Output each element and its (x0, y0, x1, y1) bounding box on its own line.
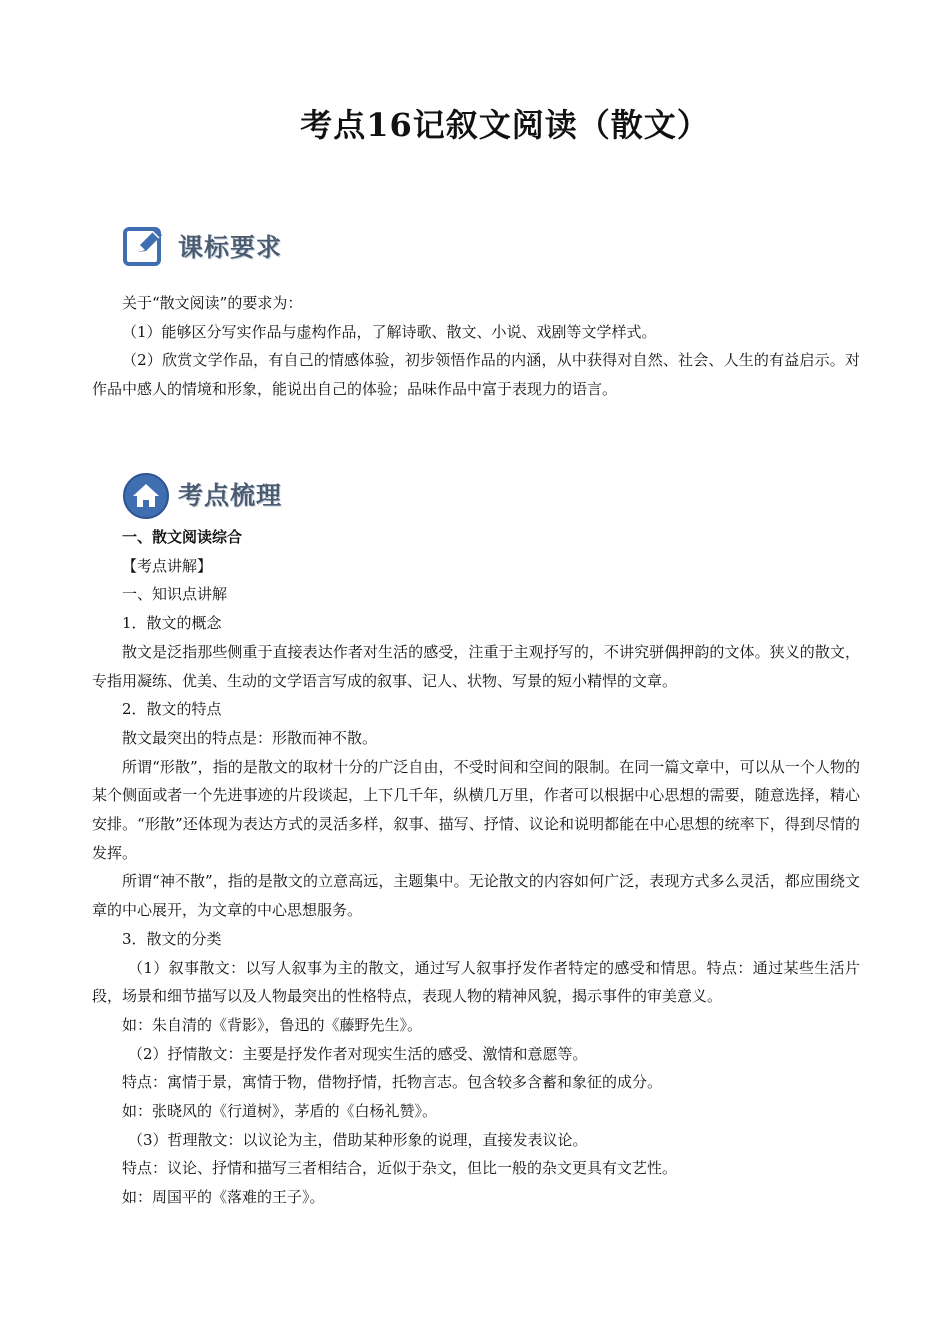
item-title: 3．散文的分类 (122, 929, 222, 948)
paragraph: （3）哲理散文：以议论为主，借助某种形象的说理，直接发表议论。 (128, 1130, 588, 1149)
section-tag: 【考点讲解】 (122, 556, 213, 575)
paragraph: 特点：寓情于景，寓情于物，借物抒情，托物言志。包含较多含蓄和象征的成分。 (122, 1073, 663, 1092)
paragraph: （1）叙事散文：以写人叙事为主的散文，通过写人叙事抒发作者特定的感受和情思。特点：通过某些生活片段，场景和细节描写以及人物最突出的性格特点，表现人物的精神风貌，揭示事件的审美意义。 (92, 958, 860, 1006)
paragraph: 散文是泛指那些侧重于直接表达作者对生活的感受，注重于主观抒写的，不讲究骈偶押韵的文体。狭义的散文，专指用凝练、优美、生动的文学语言写成的叙事、记人、状物、写景的短小精悍的文章。 (92, 642, 860, 690)
section-header-curriculum (122, 222, 282, 270)
section-heading: 一、散文阅读综合 (122, 528, 243, 546)
paragraph: （1）能够区分写实作品与虚构作品，了解诗歌、散文、小说、戏剧等文学样式。 (122, 322, 657, 341)
paragraph: （2）欣赏文学作品，有自己的情感体验，初步领悟作品的内涵，从中获得对自然、社会、人生的有益启示。对作品中感人的情境和形象，能说出自己的体验；品味作品中富于表现力的语言。 (92, 351, 860, 399)
paragraph: 特点：议论、抒情和描写三者相结合，近似于杂文，但比一般的杂文更具有文艺性。 (122, 1159, 678, 1178)
item-title: 1．散文的概念 (122, 614, 222, 633)
paragraph: 如：周国平的《落难的王子》。 (122, 1188, 325, 1207)
paragraph: 所谓“神不散”，指的是散文的立意高远，主题集中。无论散文的内容如何广泛，表现方式多么灵活，都应围绕文章的中心展开，为文章的中心思想服务。 (92, 872, 860, 920)
paragraph: 如：朱自清的《背影》，鲁迅的《藤野先生》。 (122, 1015, 423, 1034)
curriculum-text (92, 289, 860, 404)
paragraph: 散文最突出的特点是：形散而神不散。 (122, 728, 378, 747)
sub-heading: 一、知识点讲解 (122, 585, 228, 604)
paragraph: 如：张晓风的《行道树》，茅盾的《白杨礼赞》。 (122, 1102, 438, 1121)
item-title: 2．散文的特点 (122, 700, 222, 719)
paragraph: 关于“散文阅读”的要求为： (122, 294, 303, 312)
section-header-key-points (122, 470, 282, 518)
key-points-text (92, 523, 860, 1212)
paragraph: （2）抒情散文：主要是抒发作者对现实生活的感受、激情和意愿等。 (128, 1044, 588, 1063)
home-icon (122, 472, 166, 516)
paragraph: 所谓“形散”，指的是散文的取材十分的广泛自由，不受时间和空间的限制。在同一篇文章中，可以从一个人物的某个侧面或者一个先进事迹的片段谈起，上下几千年，纵横几万里，作者可以根据中心思想的需要，随意选择，精心安排。“形散”还体现为表达方式的灵活多样，叙事、描写、抒情、议论和说明都能在中心思想的统率下，得到尽情的发挥。 (92, 757, 860, 862)
section-header-label: 考点梳理 (178, 481, 283, 510)
edit-icon (122, 224, 166, 268)
page-title: 考点16记叙文阅读（散文） (300, 106, 710, 144)
section-header-label: 课标要求 (178, 233, 283, 262)
